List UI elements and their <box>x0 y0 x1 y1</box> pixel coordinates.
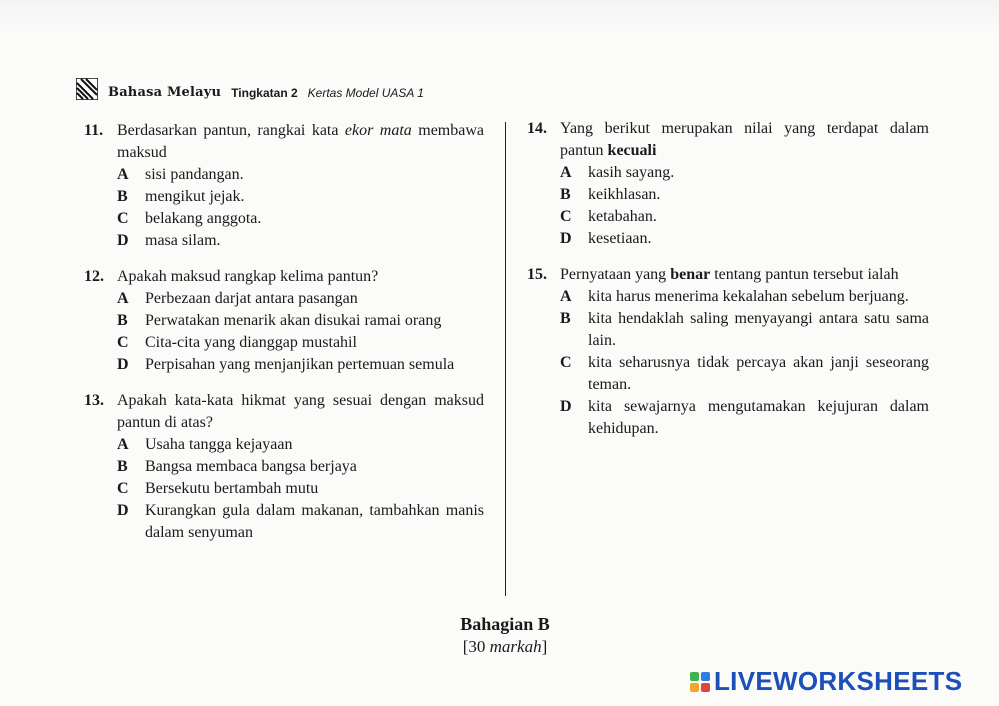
option-a[interactable] <box>117 288 484 310</box>
option-text: keikhlasan. <box>588 186 661 203</box>
option-letter: D <box>117 232 129 249</box>
question-number: 15. <box>527 266 547 283</box>
option-text: mengikut jejak. <box>145 188 245 205</box>
option-letter: B <box>560 310 571 327</box>
question-number: 14. <box>527 120 547 137</box>
option-text: kita sewajarnya mengutamakan kejujuran dalam kehidupan. <box>588 398 929 437</box>
option-b[interactable] <box>560 184 929 206</box>
stem-text: Pernyataan yang <box>560 266 671 283</box>
option-text: ketabahan. <box>588 208 657 225</box>
section-title: Bahagian B <box>460 614 550 634</box>
option-a[interactable] <box>560 286 929 308</box>
question-number: 11. <box>84 122 104 139</box>
option-letter: B <box>117 188 128 205</box>
option-d[interactable] <box>117 354 484 376</box>
marks-word: markah <box>489 637 542 656</box>
option-b[interactable] <box>117 186 484 208</box>
option-c[interactable] <box>117 332 484 354</box>
option-text: Bersekutu bertambah mutu <box>145 480 319 497</box>
option-letter: D <box>560 398 572 415</box>
option-d[interactable] <box>117 230 484 252</box>
left-column <box>84 120 484 558</box>
option-text: belakang anggota. <box>145 210 262 227</box>
liveworksheets-brand[interactable] <box>690 666 962 697</box>
option-letter: D <box>560 230 572 247</box>
option-letter: A <box>560 288 572 305</box>
stem-text: Berdasarkan pantun, rangkai kata <box>117 122 345 139</box>
question-number: 12. <box>84 268 104 285</box>
option-text: Cita-cita yang dianggap mustahil <box>145 334 357 351</box>
option-letter: C <box>117 480 129 497</box>
question-number: 13. <box>84 392 104 409</box>
form-level: Tingkatan 2 <box>231 86 298 100</box>
page-top-shadow <box>0 0 999 36</box>
question-stem <box>560 264 929 286</box>
question-14 <box>527 118 929 250</box>
brand-name: LIVEWORKSHEETS <box>714 666 963 696</box>
question-stem: Apakah maksud rangkap kelima pantun? <box>117 268 379 285</box>
question-11 <box>84 120 484 252</box>
option-d[interactable] <box>117 500 484 544</box>
option-text: kita harus menerima kekalahan sebelum berjuang. <box>588 288 909 305</box>
marks-bracket: ] <box>541 637 548 656</box>
page-header <box>76 78 424 100</box>
option-letter: A <box>117 166 129 183</box>
question-stem <box>560 118 929 162</box>
option-text: kasih sayang. <box>588 164 675 181</box>
stem-keyword: ekor mata <box>344 122 412 139</box>
option-text: kesetiaan. <box>588 230 652 247</box>
option-letter: A <box>117 290 129 307</box>
option-letter: A <box>117 436 129 453</box>
option-b[interactable] <box>560 308 929 352</box>
option-text: Bangsa membaca bangsa berjaya <box>145 458 357 475</box>
column-divider <box>505 122 506 596</box>
stem-text: membawa maksud <box>117 122 484 161</box>
option-letter: C <box>117 334 129 351</box>
paper-name: Kertas Model UASA 1 <box>307 86 424 100</box>
option-letter: D <box>117 356 129 373</box>
question-stem: Apakah kata-kata hikmat yang sesuai dengan maksud pantun di atas? <box>117 392 484 431</box>
stem-text: Yang berikut merupakan nilai yang terdapat dalam pantun <box>560 120 929 159</box>
option-text: kita seharusnya tidak percaya akan janji seseorang teman. <box>588 354 929 393</box>
option-letter: C <box>117 210 129 227</box>
option-d[interactable] <box>560 396 929 440</box>
option-text: kita hendaklah saling menyayangi antara satu sama lain. <box>588 310 929 349</box>
option-text: Kurangkan gula dalam makanan, tambahkan manis dalam senyuman <box>145 502 484 541</box>
right-column <box>527 118 929 454</box>
option-a[interactable] <box>117 164 484 186</box>
option-c[interactable] <box>560 206 929 228</box>
question-stem <box>117 120 484 164</box>
stem-keyword: benar <box>670 266 711 283</box>
option-text: masa silam. <box>145 232 221 249</box>
option-b[interactable] <box>117 456 484 478</box>
marks-number: [30 <box>462 637 490 656</box>
publisher-logo-icon <box>76 78 98 100</box>
question-12 <box>84 266 484 376</box>
section-marks <box>0 637 999 657</box>
option-b[interactable] <box>117 310 484 332</box>
option-text: sisi pandangan. <box>145 166 244 183</box>
option-c[interactable] <box>117 478 484 500</box>
question-15 <box>527 264 929 440</box>
option-a[interactable] <box>117 434 484 456</box>
stem-keyword: kecuali <box>607 142 657 159</box>
subject-title: Bahasa Melayu <box>108 85 222 100</box>
liveworksheets-logo-icon <box>690 672 710 692</box>
option-letter: A <box>560 164 572 181</box>
option-letter: D <box>117 502 129 519</box>
option-a[interactable] <box>560 162 929 184</box>
option-letter: B <box>117 312 128 329</box>
option-letter: C <box>560 208 572 225</box>
option-text: Perbezaan darjat antara pasangan <box>145 290 358 307</box>
option-c[interactable] <box>117 208 484 230</box>
option-c[interactable] <box>560 352 929 396</box>
question-13 <box>84 390 484 544</box>
option-text: Perwatakan menarik akan disukai ramai orang <box>145 312 442 329</box>
option-text: Perpisahan yang menjanjikan pertemuan semula <box>145 356 455 373</box>
option-letter: B <box>117 458 128 475</box>
option-d[interactable] <box>560 228 929 250</box>
option-text: Usaha tangga kejayaan <box>145 436 293 453</box>
option-letter: C <box>560 354 572 371</box>
stem-text: tentang pantun tersebut ialah <box>710 266 899 283</box>
option-letter: B <box>560 186 571 203</box>
